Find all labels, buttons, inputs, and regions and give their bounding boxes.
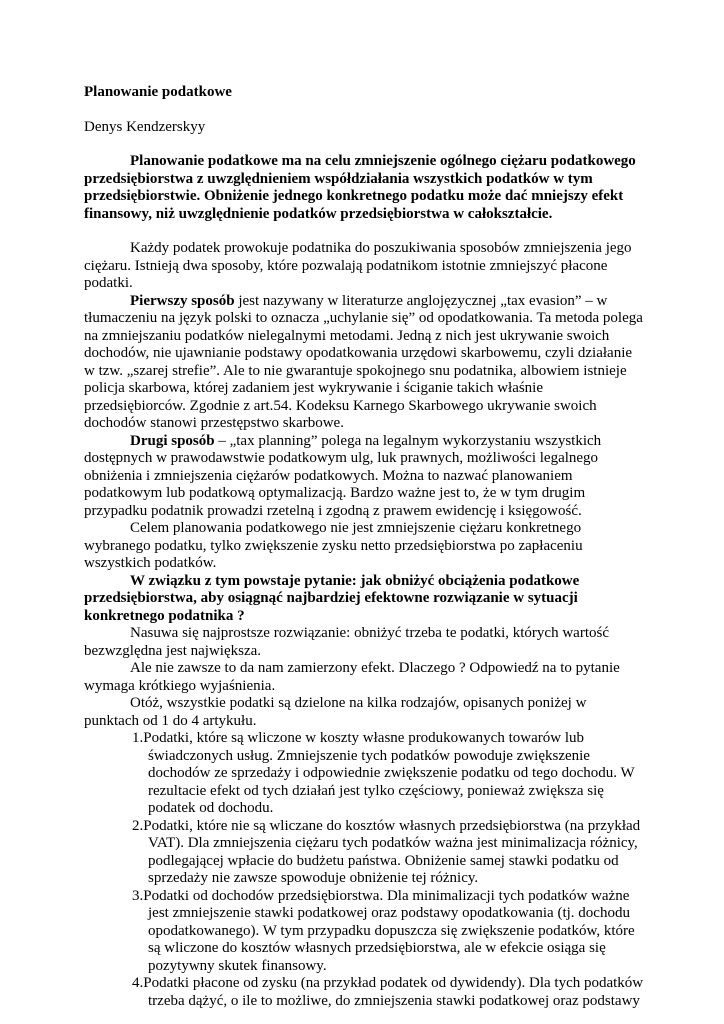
document-page <box>84 84 644 1010</box>
lead-paragraph: Planowanie podatkowe ma na celu zmniejszenie ogólnego ciężaru podatkowego przedsiębiorstwa z uwzględnieniem współdziałania wszystkich podatków w tym przedsiębiorstwie. Obniżenie jednego konkretnego podatku może dać mniejszy efekt finansowy, niż uwzględnienie podatków przedsiębiorstwa w całokształcie. <box>84 153 636 222</box>
paragraph-4: Celem planowania podatkowego nie jest zmniejszenie ciężaru konkretnego wybranego podatku, tylko zwiększenie zysku netto przedsiębiorstwa po zapłaceniu wszystkich podatków. <box>84 520 583 571</box>
paragraph-2-bold: Pierwszy sposób <box>130 292 235 309</box>
tax-types-list <box>84 730 644 1010</box>
paragraph-3 <box>84 433 644 521</box>
list-item: 1.Podatki, które są wliczone w koszty własne produkowanych towarów lub świadczonych usług. Zmniejszenie tych podatków powoduje zwiększenie dochodów ze sprzedaży i odpowiednie zwiększenie podatku od tego dochodu. W rezultacie efekt od tych działań jest tylko częściowy, ponieważ zwiększa się podatek od dochodu. <box>132 730 635 816</box>
question-paragraph: W związku z tym powstaje pytanie: jak obniżyć obciążenia podatkowe przedsiębiorstwa, aby osiągnąć najbardziej efektowne rozwiązanie w sytuacji konkretnego podatnika ? <box>84 572 580 624</box>
paragraph-3-text: – „tax planning” polega na legalnym wykorzystaniu wszystkich dostępnych w prawodawstwie podatkowym ulg, luk prawnych, możliwości legalnego obniżenia i zmniejszenia ciężarów podatkowych. Można to nazwać planowaniem podatkowym lub podatkową optymalizacją. Bardzo ważne jest to, że w tym drugim przypadku podatnik prowadzi rzetelną i zgodną z prawem ewidencję i księgowość. <box>84 432 602 519</box>
paragraph-6: Nasuwa się najprostsze rozwiązanie: obniżyć trzeba te podatki, których wartość bezwzględna jest największa. <box>84 625 609 659</box>
paragraph-7: Ale nie zawsze to da nam zamierzony efekt. Dlaczego ? Odpowiedź na to pytanie wymaga krótkiego wyjaśnienia. <box>84 660 620 694</box>
document-author: Denys Kendzerskyy <box>84 118 206 135</box>
paragraph-1: Każdy podatek prowokuje podatnika do poszukiwania sposobów zmniejszenia jego ciężaru. Istnieją dwa sposoby, które pozwalają podatnikom istotnie zmniejszyć płacone podatki. <box>84 240 632 291</box>
list-item: 4.Podatki płacone od zysku (na przykład podatek od dywidendy). Dla tych podatków trzeba dążyć, o ile to możliwe, do zmniejszenia stawki podatkowej oraz podstawy <box>132 975 644 1009</box>
paragraph-3-bold: Drugi sposób <box>130 432 215 449</box>
list-item: 2.Podatki, które nie są wliczane do kosztów własnych przedsiębiorstwa (na przykład VAT). Dla zmniejszenia ciężaru tych podatków ważna jest minimalizacja różnicy, podlegającej wpłacie do budżetu państwa. Obniżenie samej stawki podatku od sprzedaży nie zawsze spowoduje obniżenie tej różnicy. <box>132 817 641 886</box>
paragraph-2-text: jest nazywany w literaturze anglojęzycznej „tax evasion” – w tłumaczeniu na język polski to oznacza „uchylanie się” od opodatkowania. Ta metoda polega na zmniejszaniu podatków nielegalnymi metodami. Jedną z nich jest ukrywanie swoich dochodów, nie ujawnianie podstawy opodatkowania urzędowi skarbowemu, czyli działanie w tzw. „szarej strefie”. Ale to nie gwarantuje spokojnego snu podatnika, albowiem istnieje policja skarbowa, której zadaniem jest wykrywanie i ściganie takich właśnie przedsiębiorców. Zgodnie z art.54. Kodeksu Karnego Skarbowego ukrywanie swoich dochodów stanowi przestępstwo skarbowe. <box>84 292 643 431</box>
paragraph-2 <box>84 293 644 433</box>
paragraph-8: Otóż, wszystkie podatki są dzielone na kilka rodzajów, opisanych poniżej w punktach od 1 do 4 artykułu. <box>84 695 587 729</box>
list-item: 3.Podatki od dochodów przedsiębiorstwa. Dla minimalizacji tych podatków ważne jest zmniejszenie stawki podatkowej oraz podstawy opodatkowania (tj. dochodu opodatkowanego). W tym przypadku dopuszcza się zwiększenie podatków, które są wliczone do kosztów własnych przedsiębiorstwa, ale w efekcie osiąga się pozytywny skutek finansowy. <box>132 887 635 974</box>
document-title: Planowanie podatkowe <box>84 84 232 100</box>
